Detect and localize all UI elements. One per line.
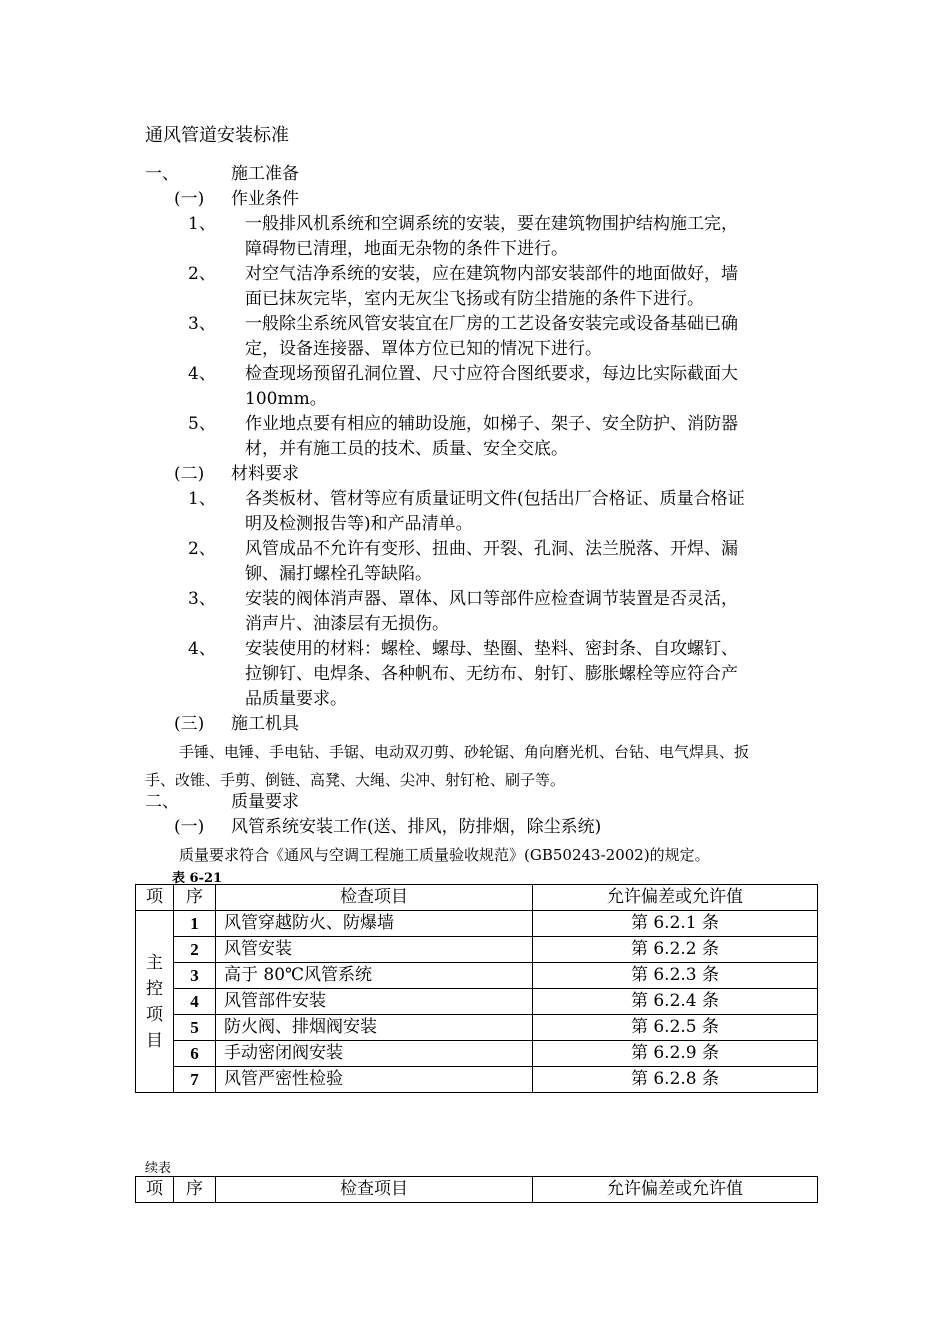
list-item-number: 2、: [188, 264, 216, 284]
row-seq: 1: [174, 911, 216, 937]
row-seq: 7: [174, 1067, 216, 1093]
list-item-text: 风管成品不允许有变形、扭曲、开裂、孔洞、法兰脱落、开焊、漏: [245, 539, 738, 559]
list-item-text: 对空气洁净系统的安装，应在建筑物内部安装部件的地面做好，墙: [245, 264, 738, 284]
row-item: 防火阀、排烟阀安装: [216, 1015, 533, 1041]
continued-label: 续表: [145, 1161, 172, 1176]
list-item-text: 面已抹灰完毕，室内无灰尘飞扬或有防尘措施的条件下进行。: [245, 289, 704, 309]
list-item-number: 3、: [188, 589, 216, 609]
row-seq: 5: [174, 1015, 216, 1041]
group-cell: [136, 911, 174, 1093]
header-sequence: 序: [174, 1177, 216, 1203]
section-1-heading: 施工准备: [231, 164, 299, 184]
list-item-number: 1、: [188, 214, 216, 234]
list-item-text: 铆、漏打螺栓孔等缺陷。: [245, 564, 432, 584]
list-item-number: 1、: [188, 489, 216, 509]
table-header-row: [136, 885, 818, 911]
header-sequence: 序: [174, 885, 216, 911]
list-item-number: 4、: [188, 364, 216, 384]
list-item-text: 一般除尘系统风管安装宜在厂房的工艺设备安装完或设备基础已确: [245, 314, 738, 334]
list-item-text: 安装的阀体消声器、罩体、风口等部件应检查调节装置是否灵活，: [245, 589, 738, 609]
list-item-number: 2、: [188, 539, 216, 559]
header-check-item: 检查项目: [216, 1177, 533, 1203]
subsection-1-2-number: (二): [174, 464, 205, 484]
subsection-2-1-heading: 风管系统安装工作(送、排风，防排烟，除尘系统): [231, 817, 602, 837]
header-tolerance: 允许偏差或允许值: [533, 885, 818, 911]
subsection-1-1-number: (一): [174, 189, 205, 209]
spec-note: 质量要求符合《通风与空调工程施工质量验收规范》(GB50243-2002)的规定。: [179, 846, 710, 864]
list-item-text: 安装使用的材料：螺栓、螺母、垫圈、垫料、密封条、自攻螺钉、: [245, 639, 738, 659]
table-header-row: [136, 1177, 818, 1203]
list-item-text: 障碍物已清理，地面无杂物的条件下进行。: [245, 239, 568, 259]
list-item-text: 一般排风机系统和空调系统的安装，要在建筑物围护结构施工完，: [245, 214, 738, 234]
section-2-heading: 质量要求: [231, 792, 299, 812]
list-item-text: 明及检测报告等)和产品清单。: [245, 514, 473, 534]
list-item-text: 拉铆钉、电焊条、各种帆布、无纺布、射钉、膨胀螺栓等应符合产: [245, 664, 738, 684]
row-value: 第 6.2.9 条: [533, 1041, 818, 1067]
subsection-2-1-number: (一): [174, 817, 205, 837]
list-item-number: 4、: [188, 639, 216, 659]
continued-table: [135, 1176, 818, 1203]
inspection-table: [135, 884, 818, 1093]
paragraph-text: 手、改锥、手剪、倒链、高凳、大绳、尖冲、射钉枪、刷子等。: [145, 771, 566, 789]
table-row: [136, 937, 818, 963]
header-check-item: 检查项目: [216, 885, 533, 911]
row-value: 第 6.2.1 条: [533, 911, 818, 937]
table-row: [136, 963, 818, 989]
list-item-text: 材，并有施工员的技术、质量、安全交底。: [245, 439, 568, 459]
row-item: 手动密闭阀安装: [216, 1041, 533, 1067]
row-seq: 3: [174, 963, 216, 989]
table-row: [136, 911, 818, 937]
row-seq: 2: [174, 937, 216, 963]
table-row: [136, 1015, 818, 1041]
list-item-text: 消声片、油漆层有无损伤。: [245, 614, 449, 634]
row-item: 风管穿越防火、防爆墙: [216, 911, 533, 937]
list-item-text: 各类板材、管材等应有质量证明文件(包括出厂合格证、质量合格证: [245, 489, 745, 509]
row-value: 第 6.2.3 条: [533, 963, 818, 989]
subsection-1-1-heading: 作业条件: [231, 189, 299, 209]
row-value: 第 6.2.2 条: [533, 937, 818, 963]
paragraph-text: 手锤、电锤、手电钻、手锯、电动双刃剪、砂轮锯、角向磨光机、台钻、电气焊具、扳: [179, 743, 750, 761]
table-row: [136, 1067, 818, 1093]
subsection-1-2-heading: 材料要求: [231, 464, 299, 484]
page-title: 通风管道安装标准: [145, 125, 289, 146]
list-item-number: 3、: [188, 314, 216, 334]
row-value: 第 6.2.5 条: [533, 1015, 818, 1041]
section-2-number: 二、: [145, 792, 179, 812]
header-category: 项: [136, 1177, 174, 1203]
list-item-text: 品质量要求。: [245, 689, 347, 709]
list-item-number: 5、: [188, 414, 216, 434]
section-1-number: 一、: [145, 164, 179, 184]
list-item-text: 检查现场预留孔洞位置、尺寸应符合图纸要求，每边比实际截面大: [245, 364, 738, 384]
row-seq: 6: [174, 1041, 216, 1067]
row-item: 风管安装: [216, 937, 533, 963]
row-item: 风管严密性检验: [216, 1067, 533, 1093]
row-seq: 4: [174, 989, 216, 1015]
row-item: 高于 80℃风管系统: [216, 963, 533, 989]
list-item-text: 定，设备连接器、罩体方位已知的情况下进行。: [245, 339, 602, 359]
row-item: 风管部件安装: [216, 989, 533, 1015]
header-category: 项: [136, 885, 174, 911]
row-value: 第 6.2.8 条: [533, 1067, 818, 1093]
table-row: [136, 989, 818, 1015]
subsection-1-3-number: (三): [174, 714, 205, 734]
group-label: 主控项目: [146, 952, 163, 1051]
row-value: 第 6.2.4 条: [533, 989, 818, 1015]
subsection-1-3-heading: 施工机具: [231, 714, 299, 734]
table-label: 表 6-21: [172, 871, 223, 886]
list-item-text: 作业地点要有相应的辅助设施，如梯子、架子、安全防护、消防器: [245, 414, 738, 434]
table-row: [136, 1041, 818, 1067]
header-tolerance: 允许偏差或允许值: [533, 1177, 818, 1203]
list-item-text: 100mm。: [245, 389, 327, 409]
